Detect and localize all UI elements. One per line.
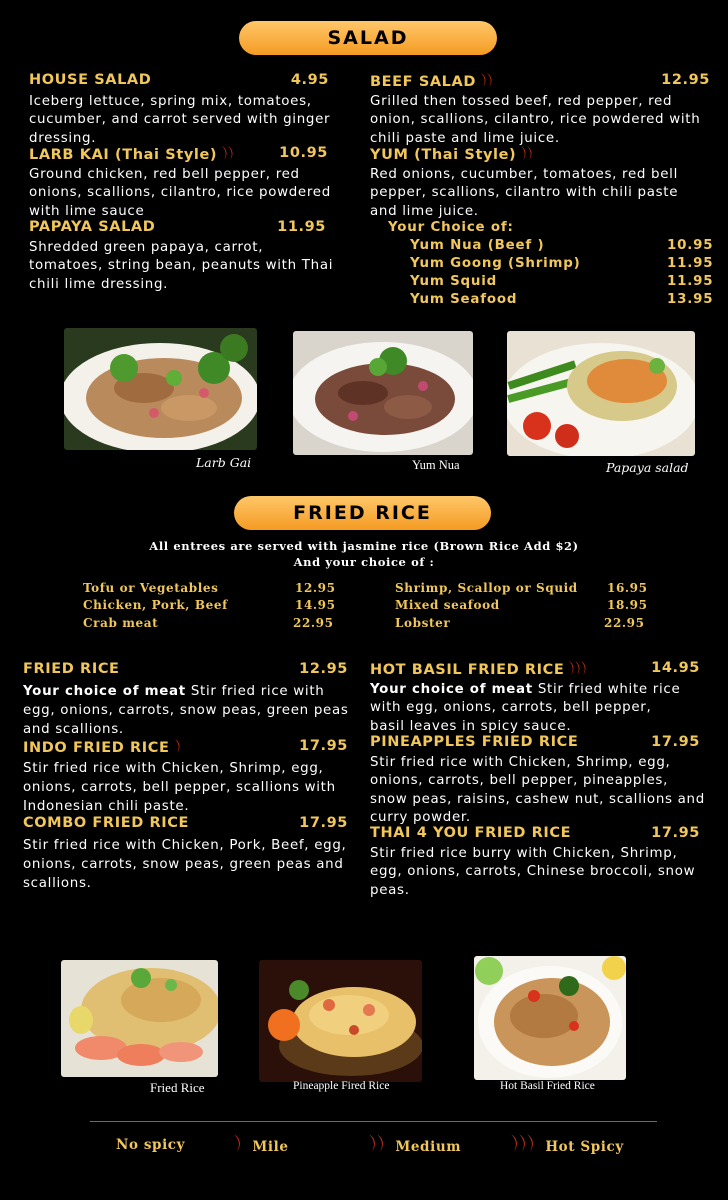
salad-header: SALAD: [239, 21, 497, 55]
chili-pepper-icon: [510, 1133, 534, 1153]
combo-fried-rice-desc: Stir fried rice with Chicken, Pork, Beef, egg, onions, carrots, snow peas, green peas and scallions.: [23, 838, 347, 891]
choice-name: Yum Seafood: [410, 292, 518, 307]
larb-gai-caption: Larb Gai: [196, 455, 252, 470]
yum-nua-caption: Yum Nua: [412, 458, 460, 472]
beef-salad-price: 12.95: [661, 72, 710, 88]
thai-4-you-fried-rice-desc: Stir fried rice burry with Chicken, Shrimp, egg, onions, carrots, Chinese broccoli, snow peas.: [370, 846, 696, 898]
legend-divider: [90, 1121, 657, 1122]
fried-rice-price: 12.95: [299, 661, 348, 677]
protein-price: 22.95: [293, 616, 334, 630]
beef-salad-name: BEEF SALAD: [370, 72, 492, 90]
chili-pepper-icon: [480, 72, 492, 88]
yum-name: YUM (Thai Style): [370, 145, 532, 163]
choice-name: Yum Squid: [410, 274, 498, 289]
protein-option: Tofu or Vegetables: [83, 581, 219, 595]
legend-mild: Mile: [233, 1133, 289, 1155]
chili-pepper-icon: [520, 145, 532, 161]
choice-name: Yum Nua (Beef ): [410, 238, 545, 253]
choice-price: 11.95: [667, 274, 714, 289]
house-salad-price: 4.95: [290, 72, 329, 88]
protein-price: 14.95: [295, 598, 336, 612]
legend-hot: Hot Spicy: [510, 1133, 624, 1155]
protein-option: Shrimp, Scallop or Squid: [395, 581, 578, 595]
chili-pepper-icon: [221, 145, 233, 161]
protein-option: Chicken, Pork, Beef: [83, 598, 228, 612]
protein-price: 22.95: [604, 616, 645, 630]
papaya-salad-caption: Papaya salad: [606, 460, 689, 475]
protein-price: 16.95: [607, 581, 648, 595]
protein-option: Crab meat: [83, 616, 159, 630]
choice-price: 11.95: [667, 256, 714, 271]
hot-basil-fried-rice-photo: [474, 956, 626, 1080]
fried-rice-photo: [61, 960, 218, 1077]
pineapple-fried-rice-photo: [259, 960, 422, 1082]
hot-basil-fried-rice-caption: Hot Basil Fried Rice: [500, 1080, 595, 1092]
papaya-salad-desc: Shredded green papaya, carrot, tomatoes, string bean, peanuts with Thai chili lime dressing.: [29, 240, 334, 292]
papaya-salad-name: PAPAYA SALAD: [29, 219, 156, 235]
protein-option: Lobster: [395, 616, 451, 630]
choice-price: 13.95: [667, 292, 714, 307]
thai-4-you-fried-rice-price: 17.95: [651, 825, 700, 841]
legend-medium: Medium: [368, 1133, 461, 1155]
papaya-salad-photo: [507, 331, 695, 456]
chili-pepper-icon: [368, 1133, 384, 1153]
pineapple-fried-rice-caption: Pineapple Fired Rice: [293, 1080, 390, 1092]
yum-desc: Red onions, cucumber, tomatoes, red bell pepper, scallions, cilantro with chili paste and lime juice.: [370, 167, 679, 219]
thai-4-you-fried-rice-name: THAI 4 YOU FRIED RICE: [370, 825, 572, 841]
combo-fried-rice-name: COMBO FRIED RICE: [23, 815, 189, 831]
protein-price: 12.95: [295, 581, 336, 595]
entree-note: All entrees are served with jasmine rice (Brown Rice Add $2): [149, 539, 579, 553]
papaya-salad-price: 11.95: [277, 219, 326, 235]
yum-nua-photo: [293, 331, 473, 455]
combo-fried-rice-price: 17.95: [299, 815, 348, 831]
protein-option: Mixed seafood: [395, 598, 500, 612]
chili-pepper-icon: [174, 738, 180, 754]
indo-fried-rice-price: 17.95: [299, 738, 348, 754]
legend-no-spicy: No spicy: [116, 1137, 186, 1153]
protein-price: 18.95: [607, 598, 648, 612]
chili-pepper-icon: [233, 1133, 241, 1153]
pineapple-fried-rice-name: PINEAPPLES FRIED RICE: [370, 734, 579, 750]
fried-rice-desc: Your choice of meat Stir fried rice with egg, onions, carrots, snow peas, green peas and scallions.: [23, 684, 349, 737]
fried-rice-name: FRIED RICE: [23, 661, 120, 677]
choice-label: Your Choice of:: [388, 220, 514, 235]
hot-basil-fried-rice-price: 14.95: [651, 660, 700, 676]
house-salad-name: HOUSE SALAD: [29, 72, 152, 88]
larb-gai-photo: [64, 328, 257, 450]
chili-pepper-icon: [568, 660, 586, 676]
hot-basil-fried-rice-name: HOT BASIL FRIED RICE: [370, 660, 586, 678]
choice-note: And your choice of :: [293, 555, 435, 569]
larb-kai-price: 10.95: [279, 145, 328, 161]
house-salad-desc: Iceberg lettuce, spring mix, tomatoes, cucumber, and carrot served with ginger dressing.: [29, 94, 331, 146]
larb-kai-name: LARB KAI (Thai Style): [29, 145, 233, 163]
fried-rice-header: FRIED RICE: [234, 496, 491, 530]
choice-name: Yum Goong (Shrimp): [410, 256, 581, 271]
pineapple-fried-rice-desc: Stir fried rice with Chicken, Shrimp, egg, onions, carrots, bell pepper, pineapples, snow peas, raisins, cashew nut, scallions and curry powder.: [370, 755, 705, 826]
choice-price: 10.95: [667, 238, 714, 253]
indo-fried-rice-desc: Stir fried rice with Chicken, Shrimp, egg, onions, carrots, bell pepper, scallions with Indonesian chili paste.: [23, 761, 336, 814]
fried-rice-caption: Fried Rice: [150, 1080, 205, 1095]
pineapple-fried-rice-price: 17.95: [651, 734, 700, 750]
larb-kai-desc: Ground chicken, red bell pepper, red onions, scallions, cilantro, rice powdered with lime sauce: [29, 167, 331, 219]
beef-salad-desc: Grilled then tossed beef, red pepper, red onion, scallions, cilantro, rice powdered with chili paste and lime juice.: [370, 94, 701, 146]
hot-basil-fried-rice-desc: Your choice of meat Stir fried white rice with egg, onions, carrots, bell pepper, basil leaves in spicy sauce.: [370, 682, 681, 734]
indo-fried-rice-name: INDO FRIED RICE: [23, 738, 180, 756]
